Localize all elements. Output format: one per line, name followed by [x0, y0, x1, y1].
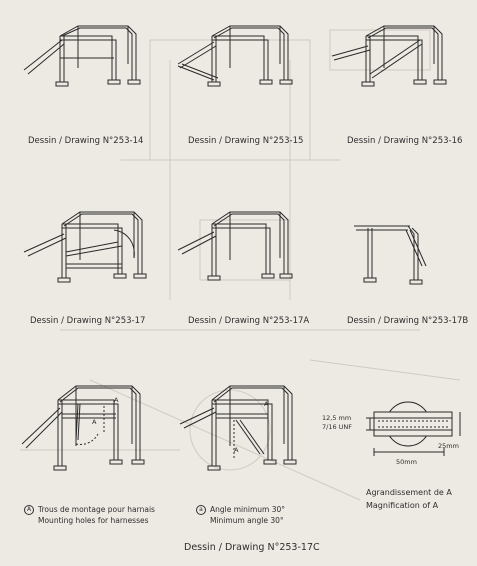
drawing-caption-253-17c: Dessin / Drawing N°253-17C: [184, 542, 320, 553]
marker-a-circle: a: [196, 505, 206, 515]
roll-cage-drawing-253-17c-harness: [18, 374, 178, 484]
angle-fr: Angle minimum 30°: [210, 505, 285, 514]
drawing-caption-253-14: Dessin / Drawing N°253-14: [28, 136, 144, 146]
mounting-holes-note: [24, 504, 155, 526]
roll-cage-drawing-253-17c-angle: [176, 374, 316, 484]
width-dimension-label: 50mm: [396, 458, 417, 466]
roll-cage-drawing-253-15: [172, 18, 302, 98]
mounting-holes-fr: Trous de montage pour harnais: [38, 505, 155, 514]
marker-a-label: A: [92, 418, 97, 426]
roll-cage-drawing-253-14: [18, 18, 148, 98]
marker-a-label: A: [234, 446, 239, 454]
drawing-caption-253-16: Dessin / Drawing N°253-16: [347, 136, 463, 146]
angle-note: [196, 504, 285, 526]
magnification-fr: Agrandissement de A: [366, 488, 452, 497]
thread-standard-label: 7/16 UNF: [322, 423, 353, 431]
marker-a-label: A: [264, 400, 269, 408]
depth-dimension-label: 25mm: [438, 442, 459, 450]
mounting-holes-en: Mounting holes for harnesses: [38, 516, 149, 525]
drawing-caption-253-15: Dessin / Drawing N°253-15: [188, 136, 304, 146]
magnification-caption: [366, 486, 452, 512]
drawing-caption-253-17b: Dessin / Drawing N°253-17B: [347, 316, 469, 326]
roll-cage-drawing-253-16: [330, 18, 460, 98]
thread-size-label: 12,5 mm: [322, 414, 352, 422]
magnification-en: Magnification of A: [366, 501, 439, 510]
marker-a-circle: A: [24, 505, 34, 515]
roll-cage-drawing-253-17a: [172, 204, 302, 290]
drawing-caption-253-17: Dessin / Drawing N°253-17: [30, 316, 146, 326]
drawing-caption-253-17a: Dessin / Drawing N°253-17A: [188, 316, 310, 326]
marker-a-label: A: [114, 396, 119, 404]
angle-en: Minimum angle 30°: [210, 516, 284, 525]
roll-cage-drawing-253-17b: [350, 218, 450, 294]
magnification-detail-a: [322, 392, 472, 472]
roll-cage-drawing-253-17: [18, 202, 158, 292]
